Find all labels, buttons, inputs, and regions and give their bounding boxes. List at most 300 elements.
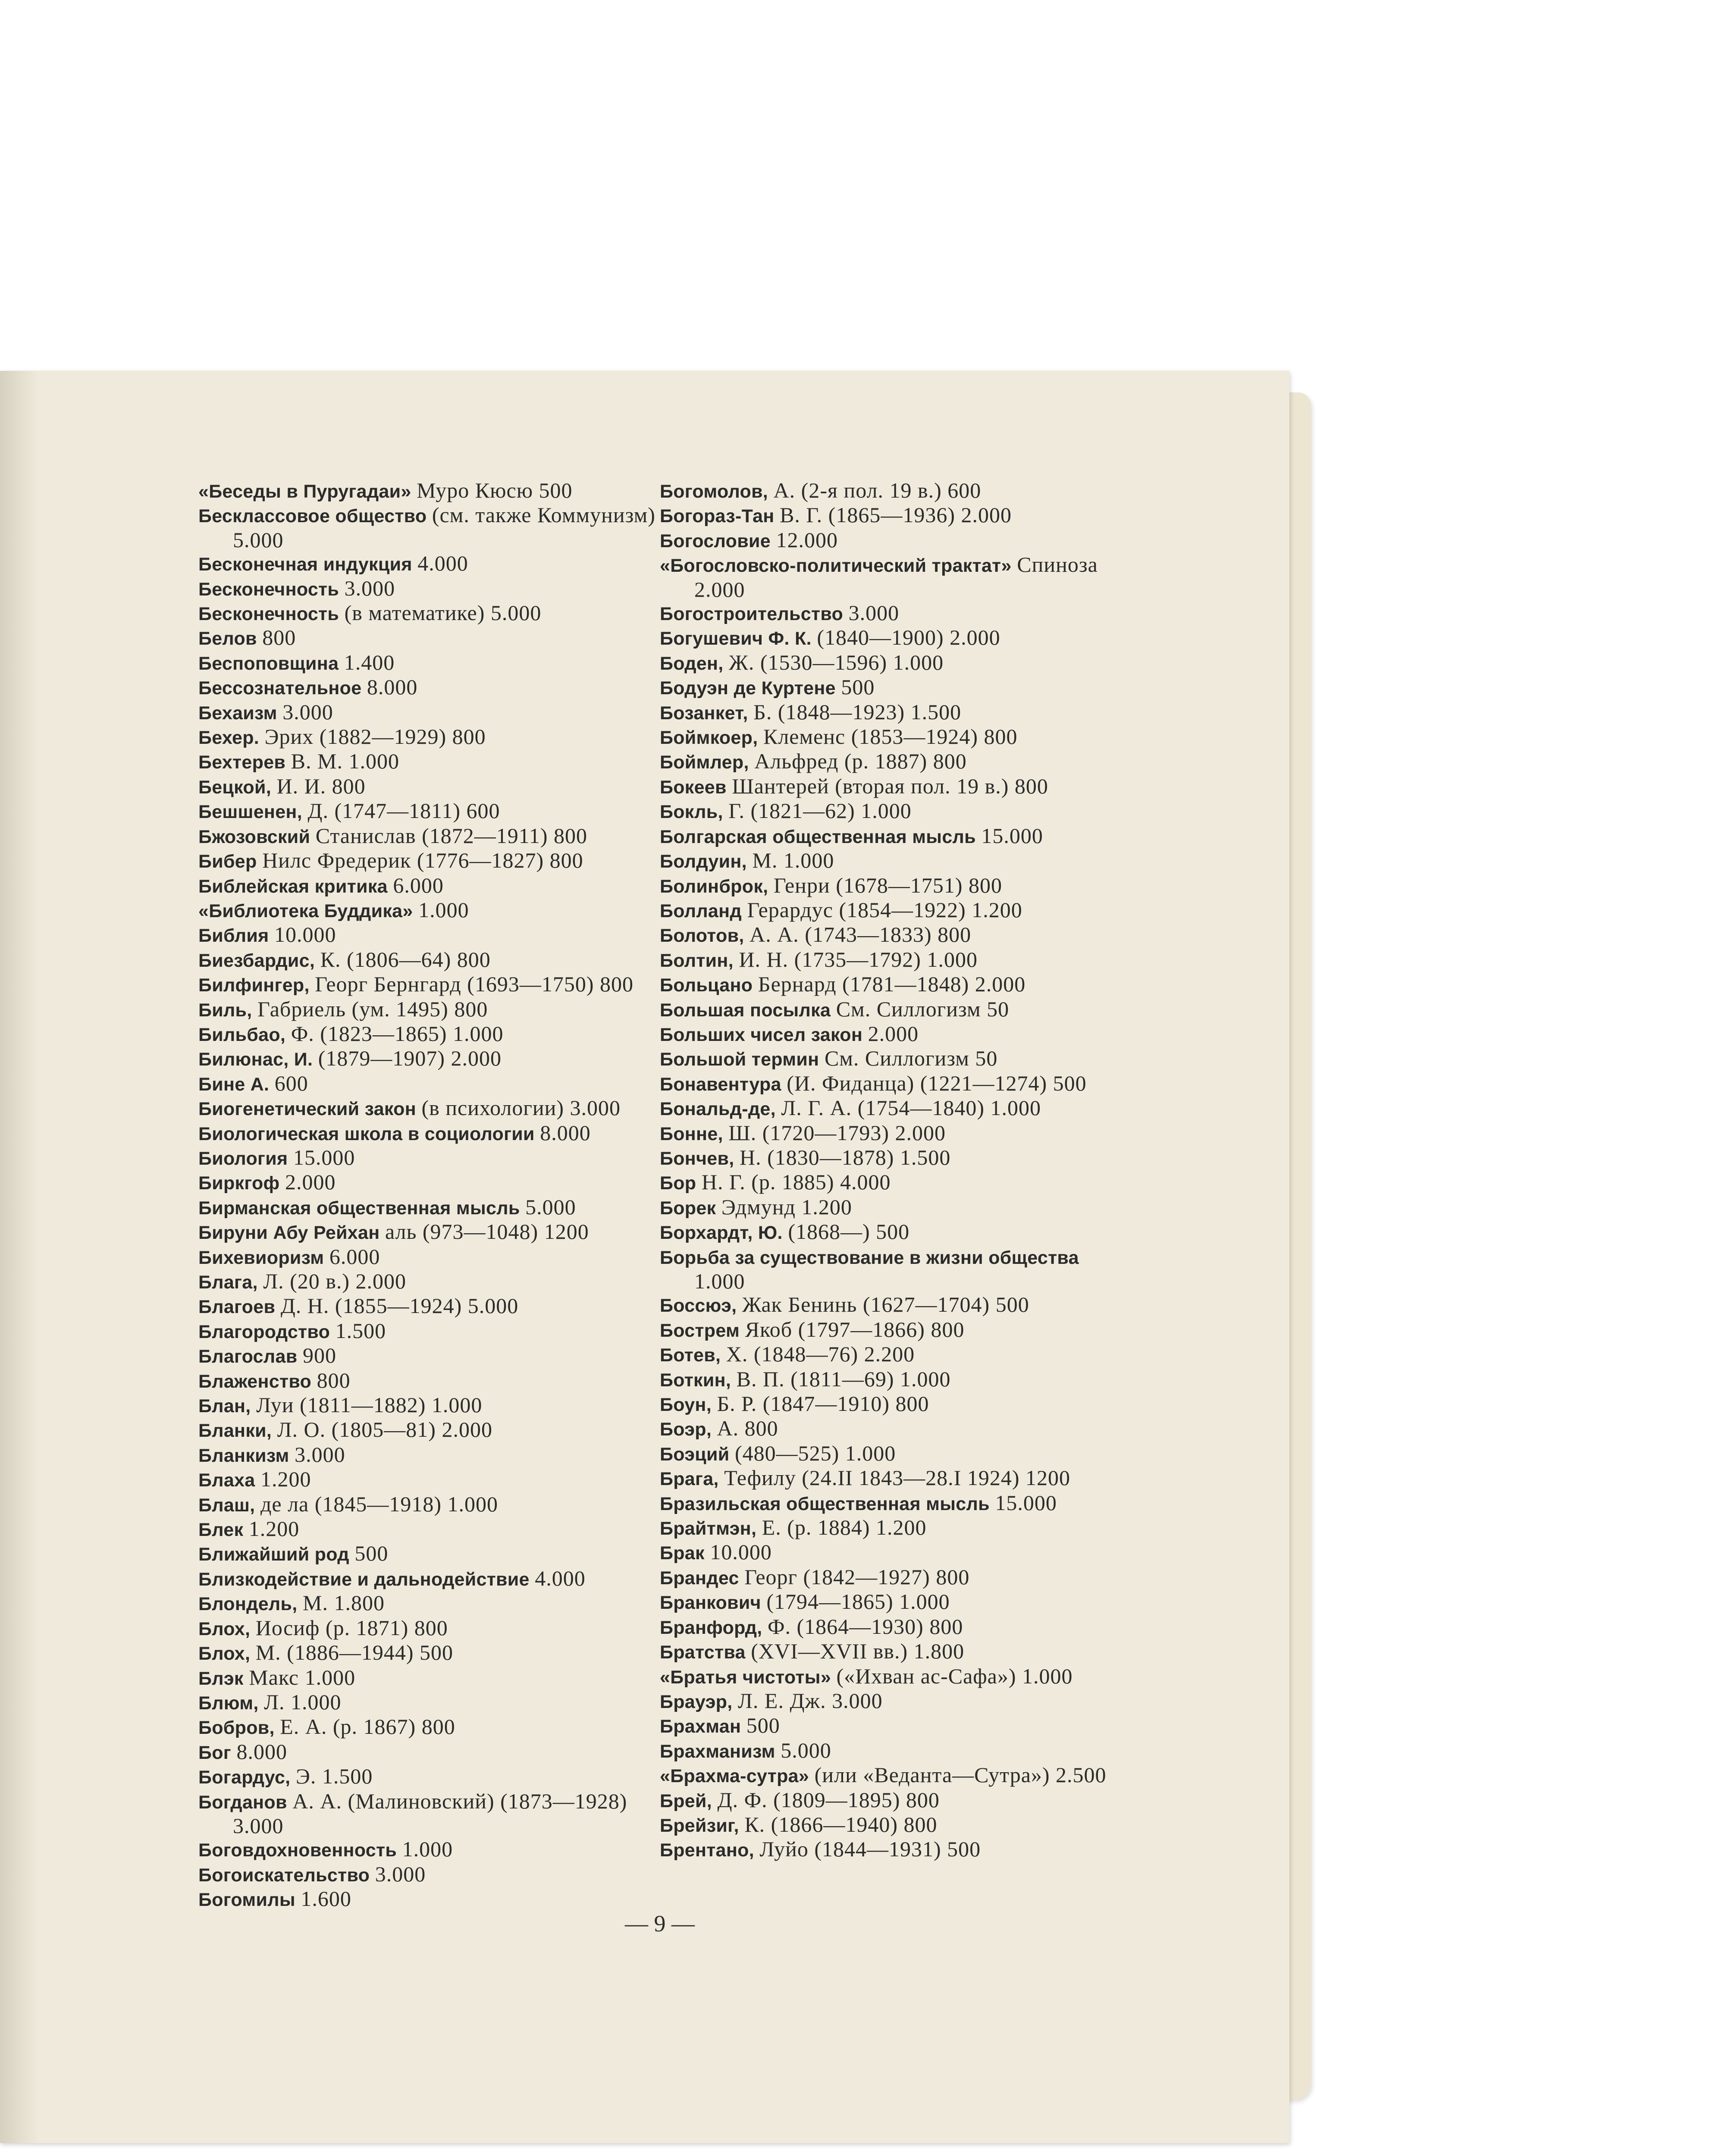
index-entry (660, 898, 1126, 923)
index-entry (660, 1837, 1126, 1862)
entry-term: Богушевич Ф. К. (660, 628, 812, 649)
index-entry (660, 1022, 1126, 1047)
entry-term: Брайтмэн, (660, 1518, 757, 1539)
entry-details: Эдмунд 1.200 (721, 1194, 852, 1219)
entry-term: Бранкович (660, 1592, 761, 1614)
index-entry (660, 1367, 1126, 1392)
entry-term: Богардус, (198, 1767, 291, 1788)
entry-details: А. 800 (717, 1416, 778, 1441)
entry-details: Герардус (1854—1922) 1.200 (747, 897, 1022, 922)
entry-details: В. П. (1811—69) 1.000 (736, 1366, 951, 1391)
entry-term: «Брахма-сутра» (660, 1766, 809, 1787)
entry-details: М. 1.000 (752, 848, 834, 873)
entry-details: Бернард (1781—1848) 2.000 (758, 972, 1026, 997)
index-entry (198, 1789, 664, 1838)
entry-term: Белов (198, 628, 257, 649)
index-entry (660, 1788, 1126, 1813)
entry-details: Жак Бенинь (1627—1704) 500 (742, 1292, 1029, 1317)
entry-term: «Братья чистоты» (660, 1667, 831, 1688)
index-entry (198, 874, 664, 898)
entry-details: Нилс Фредерик (1776—1827) 800 (262, 848, 583, 873)
entry-details: Х. (1848—76) 2.200 (726, 1342, 915, 1366)
entry-details: (1868—) 500 (788, 1219, 910, 1244)
entry-details: Н. Г. (р. 1885) 4.000 (701, 1170, 891, 1194)
entry-details: 1.000 (418, 897, 469, 922)
entry-details: Б. Р. (1847—1910) 800 (717, 1391, 929, 1416)
entry-term: Брей, (660, 1790, 712, 1811)
entry-details: Б. (1848—1923) 1.500 (753, 699, 962, 724)
entry-term: Бибер (198, 851, 257, 872)
entry-details: 8.000 (236, 1739, 287, 1764)
entry-term: Близкодействие и дальнодействие (198, 1569, 530, 1590)
entry-details: Станислав (1872—1911) 800 (315, 823, 588, 848)
index-entry (660, 1466, 1126, 1491)
entry-details: (XVI—XVII вв.) 1.800 (751, 1639, 965, 1664)
entry-term: Блондель, (198, 1594, 298, 1615)
index-entry (660, 749, 1126, 774)
entry-term: Блюм, (198, 1692, 259, 1714)
entry-details: Альфред (р. 1887) 800 (754, 749, 967, 774)
index-entry (660, 997, 1126, 1022)
entry-term: Бор (660, 1173, 696, 1194)
index-entry (660, 1689, 1126, 1714)
index-entry (198, 1443, 664, 1467)
entry-term: Библейская критика (198, 876, 388, 897)
entry-term: Бострем (660, 1320, 740, 1341)
entry-details: 800 (262, 625, 296, 650)
entry-term: Бине А. (198, 1074, 270, 1095)
entry-term: Бесконечность (198, 579, 339, 600)
index-entry (198, 1666, 664, 1690)
entry-details: Ж. (1530—1596) 1.000 (729, 650, 944, 674)
entry-details: Муро Кюсю 500 (417, 478, 573, 502)
entry-term: Богословие (660, 530, 771, 552)
index-entry (198, 824, 664, 849)
entry-details: Н. (1830—1878) 1.500 (740, 1145, 951, 1169)
entry-details: Ф. (1864—1930) 800 (768, 1614, 963, 1639)
entry-term: Благородство (198, 1321, 330, 1342)
entry-term: Биль, (198, 1000, 252, 1021)
entry-details: аль (973—1048) 1200 (385, 1219, 589, 1244)
entry-term: Бодуэн де Куртене (660, 678, 836, 699)
entry-details: 4.000 (417, 551, 468, 576)
index-column-left (198, 479, 664, 1912)
entry-details: В. М. 1.000 (291, 749, 399, 774)
entry-term: Боун, (660, 1395, 712, 1416)
entry-details: 10.000 (710, 1540, 772, 1564)
entry-details: И. И. 800 (276, 774, 366, 798)
index-entry (198, 923, 664, 947)
entry-details: 15.000 (293, 1145, 355, 1169)
index-entry (198, 1837, 664, 1862)
entry-details: Л. (20 в.) 2.000 (263, 1269, 407, 1293)
entry-term: Богораз-Тан (660, 506, 775, 527)
index-entry (198, 1567, 664, 1591)
index-entry (660, 1540, 1126, 1565)
entry-term: Бильбао, (198, 1024, 286, 1045)
entry-term: Большой термин (660, 1049, 819, 1070)
entry-details: Тефилу (24.II 1843—28.I 1924) 1200 (724, 1466, 1070, 1490)
index-entry (198, 799, 664, 824)
entry-details: 6.000 (393, 873, 444, 897)
index-entry (660, 1072, 1126, 1096)
index-entry (660, 824, 1126, 849)
entry-details: 8.000 (540, 1120, 591, 1145)
index-entry (198, 1047, 664, 1071)
entry-term: Бжозовский (198, 826, 310, 847)
entry-term: Бозанкет, (660, 702, 748, 724)
entry-term: Боймкоер, (660, 727, 758, 749)
entry-details: См. Силлогизм 50 (824, 1046, 998, 1071)
index-entry (198, 1764, 664, 1789)
index-entry (660, 503, 1126, 528)
entry-details: Д. Н. (1855—1924) 5.000 (280, 1294, 519, 1318)
index-entry (198, 1418, 664, 1442)
index-entry (198, 1517, 664, 1542)
entry-term: Болдуин, (660, 851, 747, 872)
index-entry (198, 1220, 664, 1244)
entry-term: Боэр, (660, 1419, 712, 1440)
entry-details: К. (1806—64) 800 (320, 947, 491, 971)
index-entry (660, 1121, 1126, 1146)
index-entry (660, 1245, 1126, 1293)
entry-term: Блаженство (198, 1371, 312, 1392)
entry-details: 12.000 (776, 527, 838, 552)
index-entry (660, 1293, 1126, 1317)
entry-details: 6.000 (329, 1244, 380, 1269)
entry-details: Л. 1.000 (264, 1689, 342, 1714)
entry-term: Боймлер, (660, 752, 749, 773)
index-entry (660, 799, 1126, 824)
index-entry (198, 1887, 664, 1912)
entry-details: де ла (1845—1918) 1.000 (260, 1492, 499, 1516)
entry-term: «Библиотека Буддика» (198, 900, 413, 921)
index-entry (198, 1121, 664, 1146)
entry-term: Бехаизм (198, 702, 277, 724)
entry-term: Бецкой, (198, 777, 271, 798)
entry-details: Л. О. (1805—81) 2.000 (277, 1417, 492, 1442)
entry-term: Богданов (198, 1792, 287, 1813)
index-entry (198, 997, 664, 1022)
entry-term: Биогенетический закон (198, 1099, 417, 1120)
entry-details: (см. также Коммунизм) 5.000 (233, 503, 655, 552)
entry-term: Большая посылка (660, 1000, 831, 1021)
index-entry (198, 479, 664, 503)
index-entry (198, 1072, 664, 1096)
index-entry (660, 923, 1126, 947)
index-entry (198, 1740, 664, 1764)
index-entry (198, 898, 664, 923)
page-number: — 9 — (625, 1911, 695, 1937)
entry-term: Бируни Абу Рейхан (198, 1222, 380, 1244)
index-entry (660, 849, 1126, 873)
entry-details: М. (1886—1944) 500 (255, 1640, 453, 1665)
entry-term: Боговдохновенность (198, 1840, 397, 1861)
entry-term: Братства (660, 1642, 746, 1663)
entry-term: Бразильская общественная мысль (660, 1493, 990, 1514)
index-entry (660, 874, 1126, 898)
index-entry (660, 1714, 1126, 1738)
entry-term: Брахман (660, 1716, 741, 1737)
entry-term: Блаха (198, 1470, 255, 1491)
entry-term: Беспоповщина (198, 653, 339, 674)
entry-term: Брак (660, 1543, 705, 1564)
entry-details: 1.200 (260, 1467, 311, 1492)
entry-details: Георг (1842—1927) 800 (744, 1564, 970, 1589)
entry-details: Луи (1811—1882) 1.000 (256, 1393, 483, 1417)
entry-term: Бешшенен, (198, 802, 302, 823)
entry-term: Брентано, (660, 1840, 754, 1861)
index-entry (660, 1170, 1126, 1195)
entry-term: Бесконечность (198, 604, 339, 625)
entry-details: 1.600 (301, 1887, 351, 1911)
index-entry (660, 1516, 1126, 1540)
index-entry (198, 1096, 664, 1121)
entry-term: Благоев (198, 1297, 276, 1318)
entry-term: Блох, (198, 1618, 251, 1639)
index-entry (198, 1294, 664, 1319)
entry-details: Ф. (1823—1865) 1.000 (291, 1021, 504, 1046)
entry-term: Болланд (660, 900, 742, 921)
entry-term: Бончев, (660, 1148, 734, 1169)
entry-details: Э. 1.500 (295, 1764, 373, 1789)
entry-details: 1.000 (402, 1837, 453, 1861)
index-entry (660, 1739, 1126, 1763)
index-entry (198, 774, 664, 799)
entry-details: (1794—1865) 1.000 (766, 1589, 950, 1614)
entry-details: (или «Веданта—Сутра») 2.500 (814, 1763, 1107, 1787)
entry-details: А. А. (1743—1833) 800 (749, 922, 972, 947)
entry-details: Георг Бернгард (1693—1750) 800 (315, 972, 633, 997)
index-entry (198, 700, 664, 725)
entry-term: Больших чисел закон (660, 1024, 863, 1045)
entry-details: Клеменс (1853—1924) 800 (763, 724, 1018, 749)
entry-term: Богомолов, (660, 481, 768, 502)
entry-details: 800 (317, 1368, 351, 1392)
entry-details: Макс 1.000 (249, 1665, 356, 1689)
entry-details: 900 (302, 1343, 336, 1368)
index-entry (198, 1170, 664, 1195)
index-entry (198, 552, 664, 576)
index-entry (198, 1492, 664, 1517)
entry-details: 3.000 (344, 576, 395, 600)
entry-details: 15.000 (981, 823, 1043, 848)
index-entry (198, 1245, 664, 1269)
index-entry (660, 948, 1126, 972)
entry-details: 10.000 (274, 922, 336, 947)
index-entry (660, 972, 1126, 997)
index-entry (660, 1096, 1126, 1121)
index-entry (660, 1416, 1126, 1441)
index-entry (198, 503, 664, 552)
index-entry (198, 1715, 664, 1739)
index-entry (660, 1318, 1126, 1342)
index-entry (660, 1442, 1126, 1466)
entry-details: Д. Ф. (1809—1895) 800 (717, 1787, 940, 1812)
index-entry (198, 1319, 664, 1344)
index-entry (198, 1467, 664, 1492)
index-entry (198, 725, 664, 749)
index-entry (198, 601, 664, 626)
entry-details: («Ихван ас-Сафа») 1.000 (836, 1664, 1073, 1688)
entry-details: Габриель (ум. 1495) 800 (257, 997, 488, 1021)
index-entry (660, 1491, 1126, 1516)
entry-term: Боссюэ, (660, 1295, 737, 1316)
index-entry (198, 1269, 664, 1294)
entry-term: Бранфорд, (660, 1617, 762, 1638)
entry-details: 500 (841, 675, 875, 699)
index-entry (660, 725, 1126, 749)
entry-term: Богостроительство (660, 604, 844, 625)
index-entry (660, 1763, 1126, 1788)
book-page (0, 371, 1289, 2143)
entry-term: «Богословско-политический трактат» (660, 555, 1012, 577)
entry-details: 1.200 (248, 1517, 300, 1541)
entry-details: (в психологии) 3.000 (421, 1096, 621, 1120)
entry-details: А. А. (Малиновский) (1873—1928) 3.000 (233, 1789, 627, 1838)
index-entry (198, 675, 664, 700)
index-entry (660, 1615, 1126, 1639)
index-entry (198, 948, 664, 972)
entry-details: Д. (1747—1811) 600 (307, 799, 500, 823)
entry-details: 5.000 (781, 1738, 831, 1762)
index-entry (660, 1047, 1126, 1071)
index-entry (660, 651, 1126, 675)
entry-term: Биологическая школа в социологии (198, 1123, 535, 1144)
entry-term: Бонне, (660, 1123, 723, 1144)
index-entry (198, 1146, 664, 1170)
index-entry (198, 1591, 664, 1616)
entry-term: Биезбардис, (198, 950, 315, 971)
index-entry (660, 1813, 1126, 1837)
entry-details: Л. Г. А. (1754—1840) 1.000 (781, 1096, 1041, 1120)
entry-term: Бланкизм (198, 1445, 289, 1466)
entry-term: Бехтерев (198, 752, 286, 773)
entry-term: Борьба за существование в жизни общества (660, 1247, 1079, 1268)
entry-term: Бланки, (198, 1420, 272, 1442)
entry-term: Брага, (660, 1469, 719, 1490)
entry-term: Бесконечная индукция (198, 554, 412, 575)
entry-details: (1879—1907) 2.000 (318, 1046, 502, 1071)
index-entry (198, 1195, 664, 1220)
entry-details: М. 1.800 (303, 1591, 385, 1615)
entry-term: Бокль, (660, 802, 723, 823)
entry-term: Блек (198, 1520, 244, 1541)
index-entry (198, 651, 664, 675)
index-entry (660, 1195, 1126, 1220)
entry-details: 5.000 (525, 1194, 576, 1219)
entry-details: Спиноза 2.000 (694, 552, 1098, 602)
entry-details: 4.000 (535, 1566, 586, 1590)
index-entry (660, 1392, 1126, 1416)
entry-term: Блэк (198, 1668, 244, 1689)
entry-details: И. Н. (1735—1792) 1.000 (739, 947, 978, 971)
index-entry (660, 675, 1126, 700)
index-entry (660, 700, 1126, 725)
entry-details: Е. А. (р. 1867) 800 (280, 1714, 455, 1739)
index-entry (660, 1664, 1126, 1689)
index-entry (198, 1641, 664, 1665)
entry-details: 2.000 (285, 1170, 336, 1194)
entry-term: Блан, (198, 1396, 251, 1417)
entry-term: Больцано (660, 975, 753, 996)
index-entry (660, 1590, 1126, 1614)
index-entry (660, 601, 1126, 626)
entry-term: Библия (198, 925, 269, 946)
entry-details: 1.500 (335, 1318, 386, 1343)
entry-term: Болгарская общественная мысль (660, 826, 976, 847)
entry-details: Якоб (1797—1866) 800 (745, 1317, 965, 1341)
entry-term: Бессознательное (198, 678, 362, 699)
index-entry (660, 1220, 1126, 1244)
entry-details: 15.000 (995, 1490, 1057, 1515)
index-entry (198, 1690, 664, 1715)
entry-term: Брахманизм (660, 1741, 775, 1762)
entry-term: Болтин, (660, 950, 734, 971)
entry-details: См. Силлогизм 50 (836, 997, 1010, 1021)
entry-details: 3.000 (295, 1442, 345, 1467)
entry-term: «Беседы в Пуругадаи» (198, 481, 411, 502)
entry-term: Ботев, (660, 1345, 721, 1366)
index-entry (660, 1639, 1126, 1664)
entry-details: Г. (1821—62) 1.000 (728, 799, 912, 823)
entry-term: Болинброк, (660, 876, 768, 897)
entry-details: Луйо (1844—1931) 500 (759, 1837, 981, 1861)
index-entry (660, 1146, 1126, 1170)
entry-term: Бирманская общественная мысль (198, 1197, 520, 1219)
entry-term: Блох, (198, 1643, 251, 1664)
entry-term: Боткин, (660, 1369, 731, 1391)
entry-details: (480—525) 1.000 (734, 1441, 896, 1465)
index-entry (660, 626, 1126, 650)
entry-details: 500 (354, 1541, 389, 1566)
entry-details: 3.000 (375, 1861, 426, 1886)
index-entry (660, 1565, 1126, 1590)
entry-term: Болотов, (660, 925, 744, 946)
entry-term: Ближайший род (198, 1544, 349, 1565)
entry-term: Бобров, (198, 1717, 275, 1739)
index-entry (198, 849, 664, 873)
entry-details: 1.400 (344, 650, 395, 674)
entry-details: Эрих (1882—1929) 800 (264, 724, 486, 749)
index-entry (660, 1342, 1126, 1367)
index-entry (660, 479, 1126, 503)
entry-details: К. (1866—1940) 800 (744, 1812, 938, 1836)
index-entry (660, 774, 1126, 799)
entry-term: Билюнас, И. (198, 1049, 313, 1070)
entry-details: 3.000 (282, 699, 333, 724)
entry-term: Боден, (660, 653, 724, 674)
index-entry (198, 972, 664, 997)
entry-details: Иосиф (р. 1871) 800 (255, 1615, 448, 1640)
index-entry (198, 749, 664, 774)
book-gutter (0, 371, 39, 2143)
index-entry (198, 1344, 664, 1368)
entry-details: (1840—1900) 2.000 (817, 625, 1000, 650)
entry-details: Ш. (1720—1793) 2.000 (728, 1120, 946, 1145)
entry-details: Генри (1678—1751) 800 (773, 873, 1002, 897)
entry-details: Е. (р. 1884) 1.200 (762, 1515, 927, 1540)
entry-term: Биология (198, 1148, 288, 1169)
entry-details: 8.000 (367, 675, 418, 699)
index-entry (660, 553, 1126, 601)
entry-details: 500 (746, 1713, 780, 1738)
entry-term: Бесклассовое общество (198, 506, 427, 527)
entry-details: (И. Фиданца) (1221—1274) 500 (787, 1071, 1087, 1095)
index-column-right (660, 479, 1126, 1862)
entry-term: Бокеев (660, 777, 727, 798)
index-entry (660, 528, 1126, 553)
